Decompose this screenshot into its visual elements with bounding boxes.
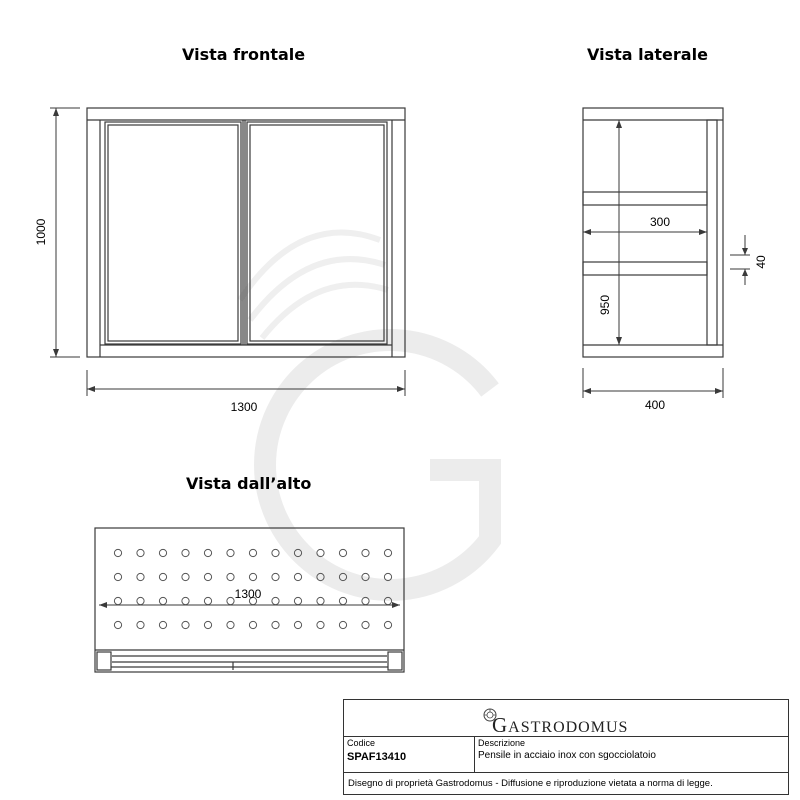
side-height-label: 950 (598, 294, 612, 316)
drip-hole (159, 621, 166, 628)
drip-hole (227, 597, 234, 604)
side-shelf-thickness-label: 40 (754, 255, 768, 269)
drip-hole (137, 621, 144, 628)
drip-hole (362, 597, 369, 604)
drip-hole (384, 549, 391, 556)
drip-hole (249, 621, 256, 628)
drip-hole (339, 573, 346, 580)
drip-hole (362, 549, 369, 556)
drip-hole (182, 549, 189, 556)
drip-hole (137, 573, 144, 580)
drip-hole (294, 621, 301, 628)
front-width-label: 1300 (230, 400, 258, 414)
front-height-label: 1000 (34, 218, 48, 246)
drip-hole (272, 549, 279, 556)
drip-hole (272, 597, 279, 604)
drip-hole (137, 549, 144, 556)
drip-hole (272, 573, 279, 580)
description-value: Pensile in acciaio inox con sgocciolatoio (478, 750, 656, 761)
side-depth-label: 400 (644, 398, 666, 412)
drip-hole (159, 573, 166, 580)
drip-hole (227, 573, 234, 580)
drip-hole (249, 573, 256, 580)
drip-hole (339, 597, 346, 604)
drip-hole (384, 597, 391, 604)
drip-hole (339, 621, 346, 628)
ownership-notice: Disegno di proprietà Gastrodomus - Diffusione e riproduzione vietata a norma di legge. (348, 778, 713, 789)
drip-hole (272, 621, 279, 628)
side-view-title: Vista laterale (587, 45, 708, 64)
side-depth-inner-label: 300 (649, 215, 671, 229)
code-label: Codice (347, 738, 376, 748)
top-width-label: 1300 (234, 587, 262, 601)
drip-hole (317, 621, 324, 628)
drip-hole (294, 549, 301, 556)
drip-hole (204, 597, 211, 604)
company-name-rest: ASTRODOMUS (508, 719, 629, 736)
company-name (492, 713, 628, 738)
front-view-title: Vista frontale (182, 45, 306, 64)
drip-hole (204, 549, 211, 556)
drip-hole (204, 573, 211, 580)
drip-hole (182, 597, 189, 604)
drip-hole (317, 597, 324, 604)
drip-hole (294, 573, 301, 580)
drip-hole (114, 597, 121, 604)
drip-hole (204, 621, 211, 628)
top-view-title: Vista dall’alto (186, 474, 312, 493)
description-label: Descrizione (478, 738, 526, 748)
drip-hole (317, 549, 324, 556)
code-value: SPAF13410 (347, 751, 407, 763)
drip-hole (114, 621, 121, 628)
drip-hole (114, 549, 121, 556)
drip-hole (362, 573, 369, 580)
drip-hole (294, 597, 301, 604)
drip-hole (317, 573, 324, 580)
drip-hole (227, 621, 234, 628)
company-logo (344, 700, 788, 737)
drip-hole (114, 573, 121, 580)
drip-hole (339, 549, 346, 556)
company-name-initial: G (492, 713, 509, 737)
drip-hole (137, 597, 144, 604)
drip-hole (182, 573, 189, 580)
drip-hole (384, 621, 391, 628)
drip-hole (227, 549, 234, 556)
drip-hole (159, 549, 166, 556)
drip-hole (384, 573, 391, 580)
drip-hole (159, 597, 166, 604)
drip-hole (362, 621, 369, 628)
title-block (343, 699, 789, 795)
drip-hole (182, 621, 189, 628)
drip-hole (249, 549, 256, 556)
